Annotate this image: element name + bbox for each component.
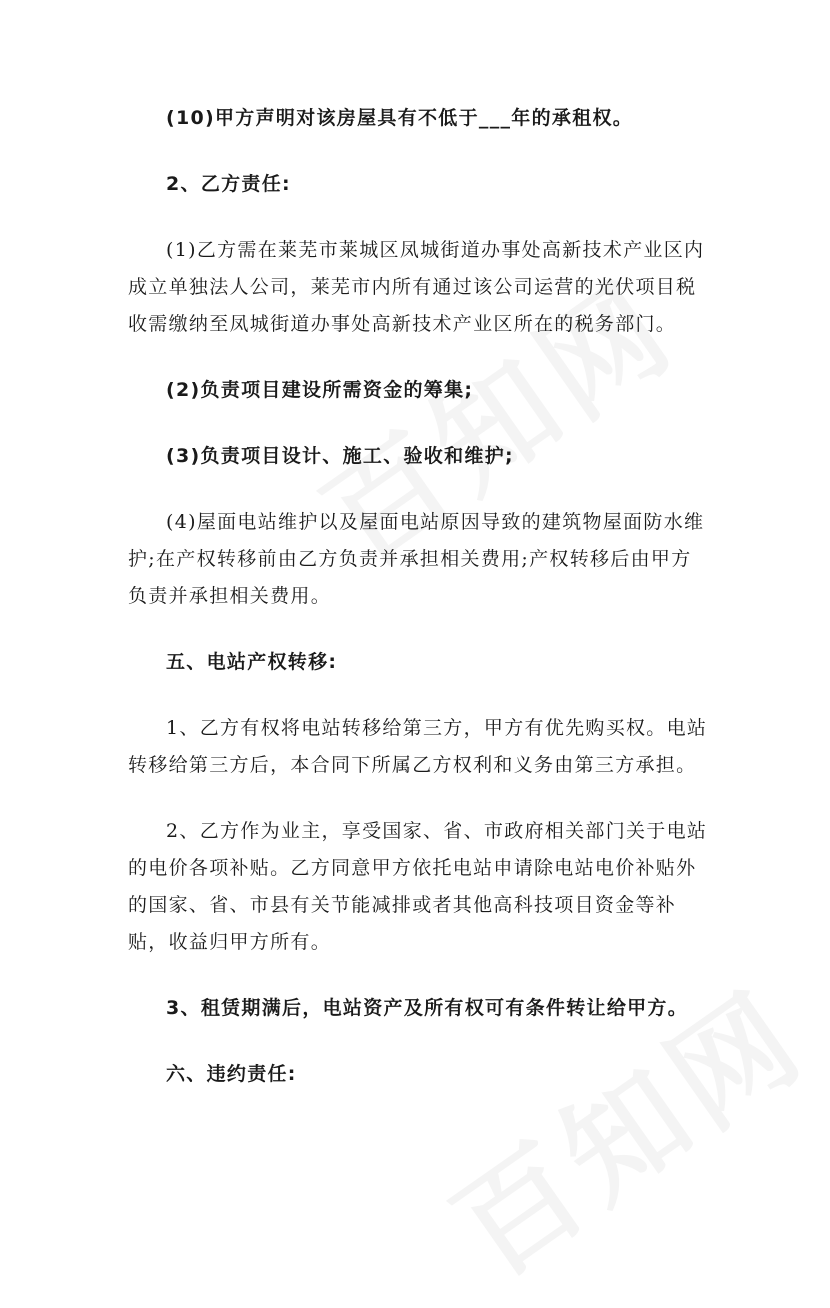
clause-subsidies: 2、乙方作为业主，享受国家、省、市政府相关部门关于电站的电价各项补贴。乙方同意甲方依托电站申请除电站电价补贴外的国家、省、市县有关节能减排或者其他高科技项目资金等补贴，收益归甲方所有。	[128, 820, 708, 953]
document-body	[128, 100, 708, 1122]
clause-lease-expiry-transfer: 3、租赁期满后，电站资产及所有权可有条件转让给甲方。	[166, 997, 689, 1019]
section-heading-property-transfer: 五、电站产权转移:	[166, 651, 338, 673]
section-heading-breach-liability: 六、违约责任:	[166, 1063, 297, 1085]
clause-roof-maintenance: (4)屋面电站维护以及屋面电站原因导致的建筑物屋面防水维护;在产权转移前由乙方负责并承担相关费用;产权转移后由甲方负责并承担相关费用。	[128, 511, 705, 607]
clause-transfer-to-third-party: 1、乙方有权将电站转移给第三方，甲方有优先购买权。电站转移给第三方后，本合同下所属乙方权利和义务由第三方承担。	[128, 717, 708, 776]
clause-funding: (2)负责项目建设所需资金的筹集;	[166, 379, 474, 401]
clause-lessor-lease-right: (10)甲方声明对该房屋具有不低于___年的承租权。	[166, 107, 634, 129]
clause-company-registration: (1)乙方需在莱芜市莱城区凤城街道办事处高新技术产业区内成立单独法人公司，莱芜市内所有通过该公司运营的光伏项目税收需缴纳至凤城街道办事处高新技术产业区所在的税务部门。	[128, 239, 705, 335]
clause-design-construction: (3)负责项目设计、施工、验收和维护;	[166, 445, 514, 467]
section-heading-party-b-responsibilities: 2、乙方责任:	[166, 173, 291, 195]
